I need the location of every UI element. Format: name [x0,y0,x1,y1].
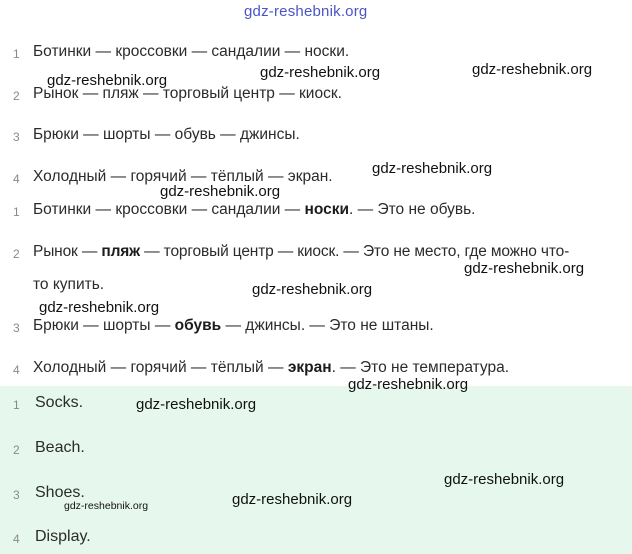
line-number: 4 [13,532,20,546]
line-text: Холодный — горячий — тёплый — экран. [33,168,333,185]
line-text: Ботинки — кроссовки — сандалии — носки. [33,43,350,60]
watermark: gdz-reshebnik.org [472,61,593,78]
line-number: 1 [13,398,20,412]
line-text: Брюки — шорты — обувь — джинсы. [33,126,300,143]
line-text-end: — торговый центр — киоск. — Это не место, где можно что- [140,243,570,260]
watermark: gdz-reshebnik.org [39,299,160,316]
line-number: 3 [13,488,20,502]
line-text: Рынок — пляж — торговый центр — киоск. [33,85,342,102]
answer-text: Shoes. [35,484,85,501]
line-text-continuation: то купить. [33,276,105,293]
odd-word: экран [287,359,332,376]
line-text-start: Брюки — шорты — [33,317,175,334]
watermark: gdz-reshebnik.org [372,160,493,177]
odd-word: носки [304,201,350,218]
answer-text: Display. [35,528,91,545]
watermark: gdz-reshebnik.org [252,281,373,298]
line-number: 4 [13,363,20,377]
answer-text: Beach. [35,439,85,456]
line-text-start: Холодный — горячий — тёплый — [33,359,288,376]
watermark: gdz-reshebnik.org [136,396,257,413]
line-number: 2 [13,443,20,457]
watermark: gdz-reshebnik.org [47,72,168,89]
line-number: 1 [13,47,20,61]
line-text-end: . — Это не обувь. [349,201,476,218]
watermark: gdz-reshebnik.org [260,64,381,81]
line-text-start: Рынок — [33,243,102,260]
watermark: gdz-reshebnik.org [348,376,469,393]
line-number: 2 [13,247,20,261]
line-number: 4 [13,172,20,186]
odd-word: обувь [174,317,222,334]
header-watermark: gdz-reshebnik.org [244,3,368,20]
watermark: gdz-reshebnik.org [232,491,353,508]
line-number: 1 [13,205,20,219]
line-text [33,358,626,378]
watermark: gdz-reshebnik.org [64,500,149,512]
odd-word: пляж [101,243,141,260]
line-text [33,242,626,262]
watermark: gdz-reshebnik.org [160,183,281,200]
watermark: gdz-reshebnik.org [464,260,585,277]
line-number: 3 [13,130,20,144]
line-number: 2 [13,89,20,103]
answer-text: Socks. [35,394,84,411]
line-text-end: — джинсы. — Это не штаны. [221,317,434,334]
line-text-start: Ботинки — кроссовки — сандалии — [33,201,305,218]
line-text [33,200,626,220]
answers-panel [0,386,632,554]
line-text [33,316,626,336]
line-text-end: . — Это не температура. [331,359,510,376]
watermark: gdz-reshebnik.org [444,471,565,488]
line-number: 3 [13,321,20,335]
